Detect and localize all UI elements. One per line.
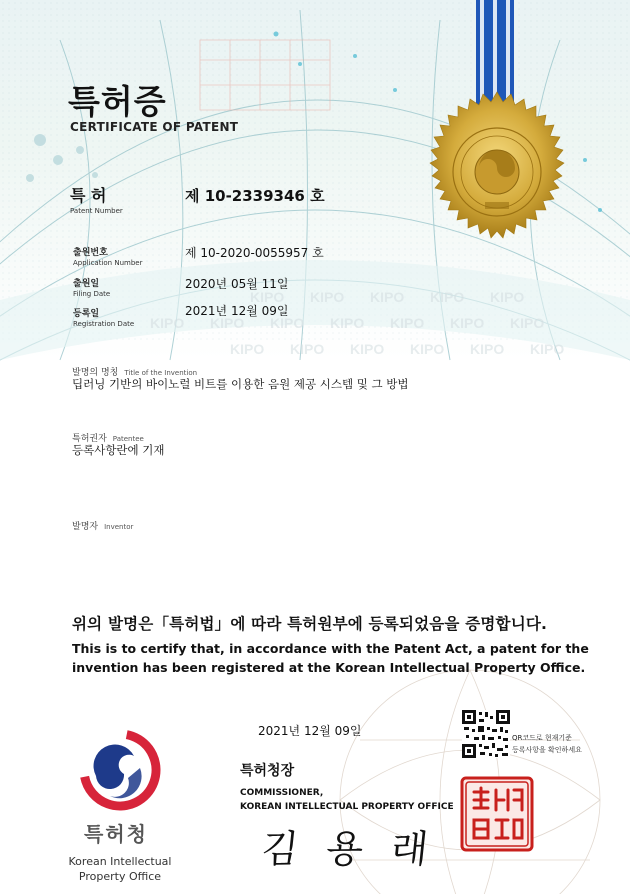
commissioner-title-en1: COMMISSIONER, <box>240 788 324 798</box>
watermark-text: KIPO <box>310 289 345 305</box>
watermark-text: KIPO <box>490 289 525 305</box>
inventor-label: 발명자 <box>72 522 99 532</box>
invention-title-label-en: Title of the Invention <box>124 369 198 377</box>
office-name-en1: Korean Intellectual <box>68 855 172 868</box>
application-number-label: 출원번호 <box>73 248 108 258</box>
certification-statement-en-line1: This is to certify that, in accordance with the Patent Act, a patent for the <box>72 641 589 656</box>
watermark-text: KIPO <box>470 341 505 357</box>
ribbon <box>476 0 514 110</box>
watermark-text: KIPO <box>350 341 385 357</box>
invention-title-value: 딥러닝 기반의 바이노럴 비트를 이용한 음원 제공 시스템 및 그 방법 <box>72 377 409 391</box>
inventor-label-row <box>72 514 133 533</box>
commissioner-title-en2: KOREAN INTELLECTUAL PROPERTY OFFICE <box>240 802 454 812</box>
certification-statement-ko: 위의 발명은「특허법」에 따라 특허원부에 등록되었음을 증명합니다. <box>72 615 548 633</box>
watermark-text: KIPO <box>390 315 425 331</box>
certificate-title: 특허증 <box>68 82 167 121</box>
watermark-text: KIPO <box>270 315 305 331</box>
filing-date-label-en: Filing Date <box>73 290 111 298</box>
registration-date-label: 등록일 <box>73 309 100 319</box>
watermark-text: KIPO <box>250 289 285 305</box>
issue-date: 2021년 12월 09일 <box>258 724 362 738</box>
official-stamp <box>462 778 532 850</box>
inventor-label-en: Inventor <box>104 523 134 531</box>
watermark-text: KIPO <box>450 315 485 331</box>
patent-number-value: 제 10-2339346 호 <box>185 187 325 205</box>
office-name-ko: 특허청 <box>84 822 148 846</box>
qr-code <box>462 710 510 758</box>
certificate-subtitle: CERTIFICATE OF PATENT <box>70 120 239 134</box>
watermark-text: KIPO <box>410 341 445 357</box>
commissioner-signature: 김 용 래 <box>259 827 439 871</box>
invention-title-label: 발명의 명칭 <box>72 368 119 378</box>
patentee-label: 특허권자 <box>72 434 107 444</box>
watermark-text: KIPO <box>510 315 545 331</box>
office-name-en2: Property Office <box>78 870 162 883</box>
watermark-text: KIPO <box>370 289 405 305</box>
patentee-value: 등록사항란에 기재 <box>72 443 165 457</box>
qr-note-line2: 등록사항을 확인하세요 <box>512 746 582 754</box>
filing-date-label: 출원일 <box>73 279 100 289</box>
certification-statement-en-line2: invention has been registered at the Korean Intellectual Property Office. <box>72 660 586 675</box>
watermark-text: KIPO <box>330 315 365 331</box>
watermark-text: KIPO <box>290 341 325 357</box>
commissioner-title: 특허청장 <box>240 763 295 779</box>
patent-number-label-en: Patent Number <box>70 207 123 215</box>
watermark-text: KIPO <box>530 341 565 357</box>
registration-date-value: 2021년 12월 09일 <box>185 304 289 318</box>
application-number-value: 제 10-2020-0055957 호 <box>185 246 324 260</box>
kipo-logo-icon <box>74 724 166 816</box>
watermark-text: KIPO <box>230 341 265 357</box>
watermark-text: KIPO <box>430 289 465 305</box>
patent-number-label: 특 허 <box>70 186 107 205</box>
filing-date-value: 2020년 05월 11일 <box>185 277 289 291</box>
qr-note-line1: QR코드로 현재기준 <box>512 734 572 742</box>
application-number-label-en: Application Number <box>73 259 143 267</box>
registration-date-label-en: Registration Date <box>73 320 135 328</box>
watermark-text: KIPO <box>210 315 245 331</box>
patentee-label-en: Patentee <box>112 435 144 443</box>
watermark-text: KIPO <box>150 315 185 331</box>
